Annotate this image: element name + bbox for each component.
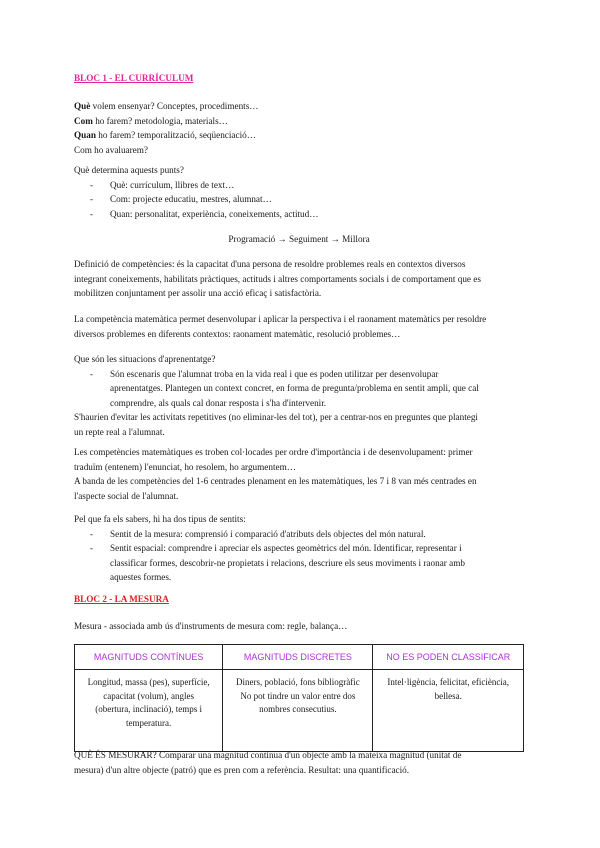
definicio-paragraph <box>74 257 524 301</box>
list-item: - Què: currículum, llibres de text… <box>90 179 235 190</box>
question-line: Quan ho farem? temporalització, seqüenciació… <box>74 130 256 140</box>
text-line: La competència matemàtica permet desenvolupar i aplicar la perspectiva i el raonament matemàtics per resoldre <box>74 314 487 324</box>
text-line: A banda de les competències del 1-6 centrades plenament en les matemàtiques, les 7 i 8 van més centrades en <box>74 476 477 486</box>
list-item-continuation: comprendre, als quals cal donar resposta i s'ha d'intervenir. <box>110 397 327 408</box>
text-line: l'aspecte social de l'alumnat. <box>74 490 179 501</box>
table-header-cell: MAGNITUDS CONTÍNUES <box>75 645 223 670</box>
situacions-title: Que són les situacions d'aprenentatge? <box>74 354 216 364</box>
table-cell: Diners, població, fons bibliogràfic No pot tindre un valor entre dos nombres consecutius. <box>223 670 373 752</box>
situacions-block <box>74 352 524 439</box>
question-line: Com ho farem? metodologia, materials… <box>74 115 228 126</box>
text-line: un repte real a l'alumnat. <box>74 426 165 437</box>
text-line: Les competències matemàtiques es troben col·locades per ordre d'importància i de desenvolupament: primer <box>74 447 473 457</box>
table-header-row <box>75 645 524 670</box>
table-header-cell: NO ES PODEN CLASSIFICAR <box>373 645 524 670</box>
question-line: Què volem ensenyar? Conceptes, procediments… <box>74 101 259 111</box>
list-item: - Sentit espacial: comprendre i apreciar els aspectes geomètrics del món. Identificar, representar i <box>90 543 462 553</box>
list-item-continuation: classificar formes, descobrir-ne propietats i relacions, descriure els seus moviments i raonar amb <box>110 557 465 568</box>
list-item: - Quan: personalitat, experiència, coneixements, actitud… <box>90 208 319 219</box>
text-line: S'haurien d'evitar les activitats repetitives (no eliminar-les del tot), per a centrar-nos en preguntes que plantegi <box>74 412 478 422</box>
table-header-cell: MAGNITUDS DISCRETES <box>223 645 373 670</box>
text-line: mobilitzen conjuntament per assolir una acció eficaç i satisfactòria. <box>74 288 322 298</box>
question-line: Com ho avaluarem? <box>74 144 148 155</box>
table-cell: Intel·ligència, felicitat, eficiència, bellesa. <box>373 670 524 752</box>
flow-line: Programació → Seguiment → Millora <box>228 234 370 244</box>
table-row <box>75 670 524 752</box>
mesurar-paragraph <box>74 748 524 777</box>
questions-block <box>74 99 524 157</box>
sabers-block <box>74 512 524 585</box>
list-item-continuation: aprenentatges. Plantegen un context concret, en forma de pregunta/problema en sentit ampli, que cal <box>110 383 479 393</box>
sabers-title: Pel que fa els sabers, hi ha dos tipus de sentits: <box>74 514 246 524</box>
text-line: integrant coneixements, habilitats pràctiques, actituds i altres comportaments socials i de comportament que es <box>74 273 481 284</box>
competencia-paragraph <box>74 312 524 341</box>
text-line: diversos problemes en diferents contextos: raonament matemàtic, resolució problemes… <box>74 328 401 339</box>
text-line: QUÈ ÉS MESURAR? Comparar una magnitud contínua d'un objecte amb la mateixa magnitud (unitat de <box>74 750 462 760</box>
bloc1-heading: BLOC 1 - EL CURRÍCULUM <box>74 73 194 83</box>
determine-block <box>74 163 524 221</box>
list-item-continuation: aquestes formes. <box>110 572 172 582</box>
text-line: traduïm (entenem) l'enunciat, ho resolem, ho argumentem… <box>74 461 296 472</box>
determine-title: Què determina aquests punts? <box>74 165 184 175</box>
list-item: - Són escenaris que l'alumnat troba en la vida real i que es poden utilitzar per desenvolupar <box>90 368 439 379</box>
list-item: - Sentit de la mesura: comprensió i comparació d'atributs dels objectes del món natural. <box>90 528 426 539</box>
bloc2-heading: BLOC 2 - LA MESURA <box>74 594 169 604</box>
bloc2-intro: Mesura - associada amb ús d'instruments de mesura com: regle, balança… <box>74 621 348 631</box>
magnitudes-table <box>74 644 524 752</box>
list-item: - Com: projecte educatiu, mestres, alumnat… <box>90 194 272 204</box>
ordre-paragraph <box>74 445 524 503</box>
text-line: mesura) d'un altre objecte (patró) que es pren com a referència. Resultat: una quantificació. <box>74 764 410 775</box>
table-cell: Longitud, massa (pes), superfície, capacitat (volum), angles (obertura, inclinació), temps i temperatura. <box>75 670 223 752</box>
text-line: Definició de competències: és la capacitat d'una persona de resoldre problemes reals en contextos diversos <box>74 259 466 269</box>
